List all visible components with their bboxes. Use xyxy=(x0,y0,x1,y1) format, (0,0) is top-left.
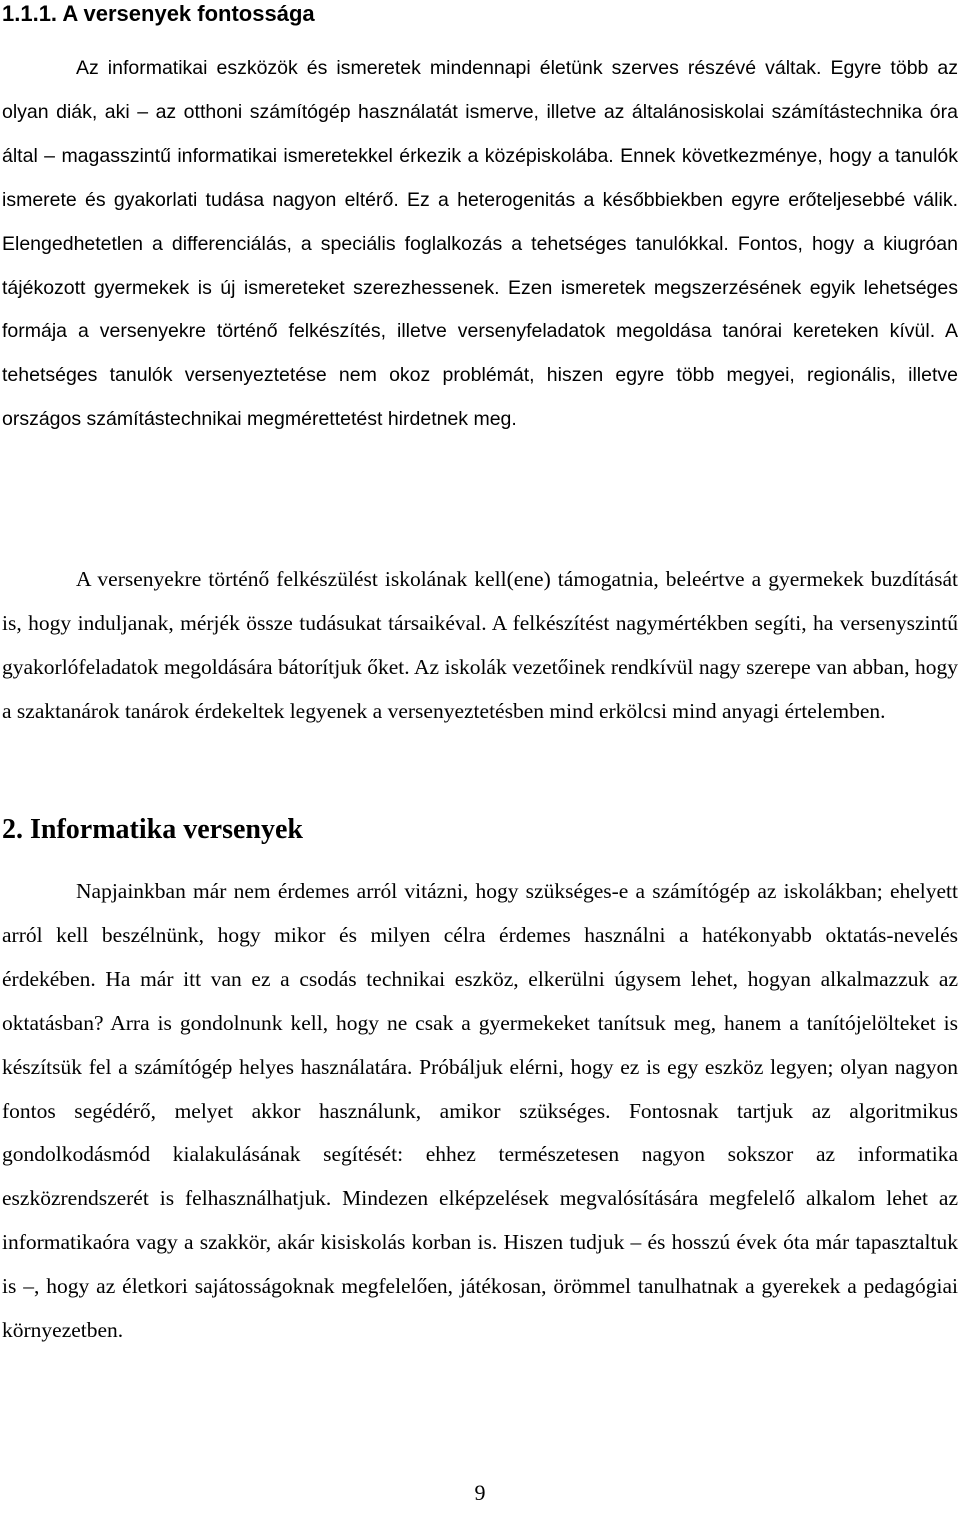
section-paragraph-1: Az informatikai eszközök és ismeretek mindennapi életünk szerves részévé váltak. Egyre több az olyan diák, aki – az otthoni számítógép használatát ismerve, illetve az általánosiskolai számítástechnika óra által – magasszintű informatikai ismeretekkel érkezik a középiskolába. Ennek következménye, hogy a tanulók ismerete és gyakorlati tudása nagyon eltérő. Ez a heterogenitás a későbbiekben egyre erőteljesebbé válik. Elengedhetetlen a differenciálás, a speciális foglalkozás a tehetséges tanulókkal. Fontos, hogy a kiugróan tájékozott gyermekek is új ismereteket szerezhessenek. Ezen ismeretek megszerzésének egyik lehetséges formája a versenyekre történő felkészítés, illetve versenyfeladatok megoldása tanórai kereteken kívül. A tehetséges tanulók versenyeztetése nem okoz problémát, hiszen egyre több megyei, regionális, illetve országos számítástechnikai megmérettetést hirdetnek meg. xyxy=(2,57,958,431)
section-paragraph-2: A versenyekre történő felkészülést iskolának kell(ene) támogatnia, beleértve a gyermekek buzdítását is, hogy induljanak, mérjék össze tudásukat társaikéval. A felkészítést nagymértékben segíti, ha versenyszintű gyakorlófeladatok megoldására bátorítjuk őket. Az iskolák vezetőinek rendkívül nagy szerepe van abban, hogy a szaktanárok tanárok érdekeltek legyenek a versenyeztetésben mind erkölcsi mind anyagi értelemben. xyxy=(2,567,958,723)
section-heading: 1.1.1. A versenyek fontossága xyxy=(2,1,315,26)
page-number: 9 xyxy=(474,1480,486,1505)
chapter-paragraph: Napjainkban már nem érdemes arról vitázni, hogy szükséges-e a számítógép az iskolákban; ehelyett arról kell beszélnünk, hogy mikor és milyen célra érdemes használni a hatékonyabb oktatás-nevelés érdekében. Ha már itt van ez a csodás technikai eszköz, elkerülni úgysem lehet, hogyan alkalmazzuk az oktatásban? Arra is gondolnunk kell, hogy ne csak a gyermekeket tanítsuk meg, hanem a tanítójelölteket is készítsük fel a számítógép helyes használatára. Próbáljuk elérni, hogy ez is egy eszköz legyen; olyan nagyon fontos segédérő, melyet akkor használunk, amikor szükséges. Fontosnak tartjuk az algoritmikus gondolkodásmód kialakulásának segítését: ehhez természetesen nagyon sokszor az informatika eszközrendszerét is felhasználhatjuk. Mindezen elképzelések megvalósítására megfelelő alkalom lehet az informatikaóra vagy a szakkör, akár kisiskolás korban is. Hiszen tudjuk – és hosszú évek óta már tapasztaltuk is –, hogy az életkori sajátosságoknak megfelelően, játékosan, örömmel tanulhatnak a gyerekek a pedagógiai környezetben. xyxy=(2,879,958,1343)
chapter-heading: 2. Informatika versenyek xyxy=(2,814,303,845)
